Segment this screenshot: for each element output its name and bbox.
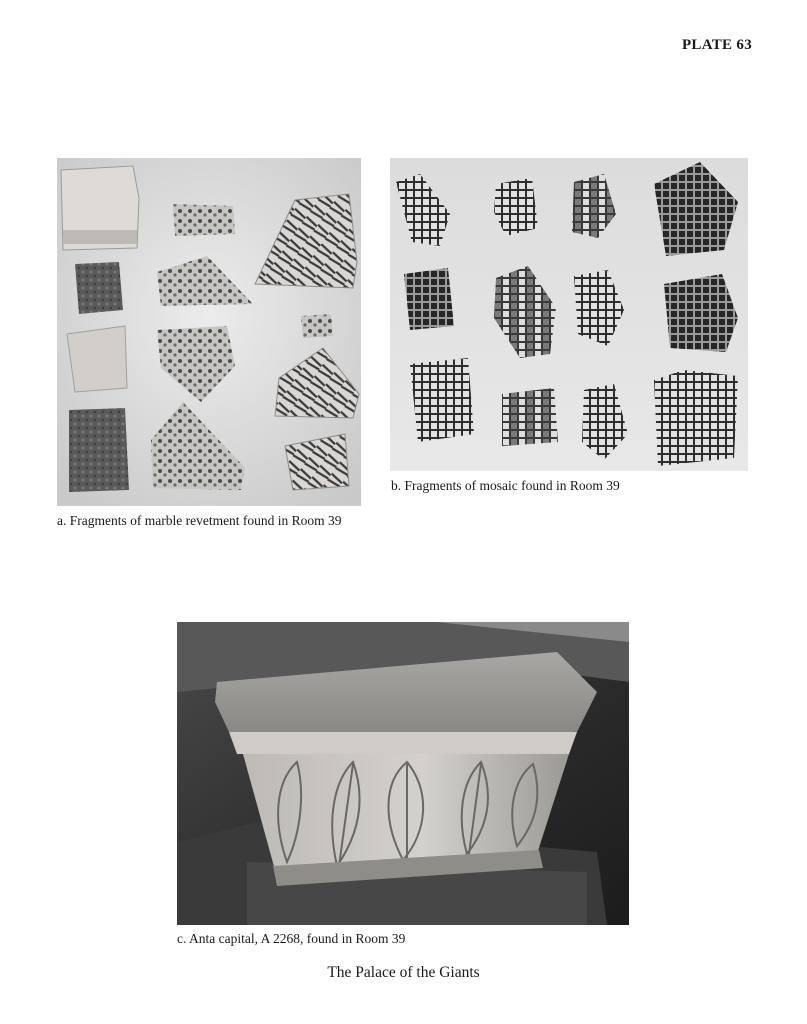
caption-figure-a: a. Fragments of marble revetment found in Room 39 [57, 513, 342, 528]
footer-title: The Palace of the Giants [327, 964, 480, 981]
photo-anta-capital [177, 622, 629, 925]
caption-figure-c: c. Anta capital, A 2268, found in Room 39 [177, 931, 406, 946]
caption-figure-b: b. Fragments of mosaic found in Room 39 [391, 478, 620, 493]
photo-mosaic-fragments [390, 158, 748, 471]
plate-number: PLATE 63 [681, 37, 752, 53]
photo-marble-revetment-fragments [57, 158, 361, 506]
